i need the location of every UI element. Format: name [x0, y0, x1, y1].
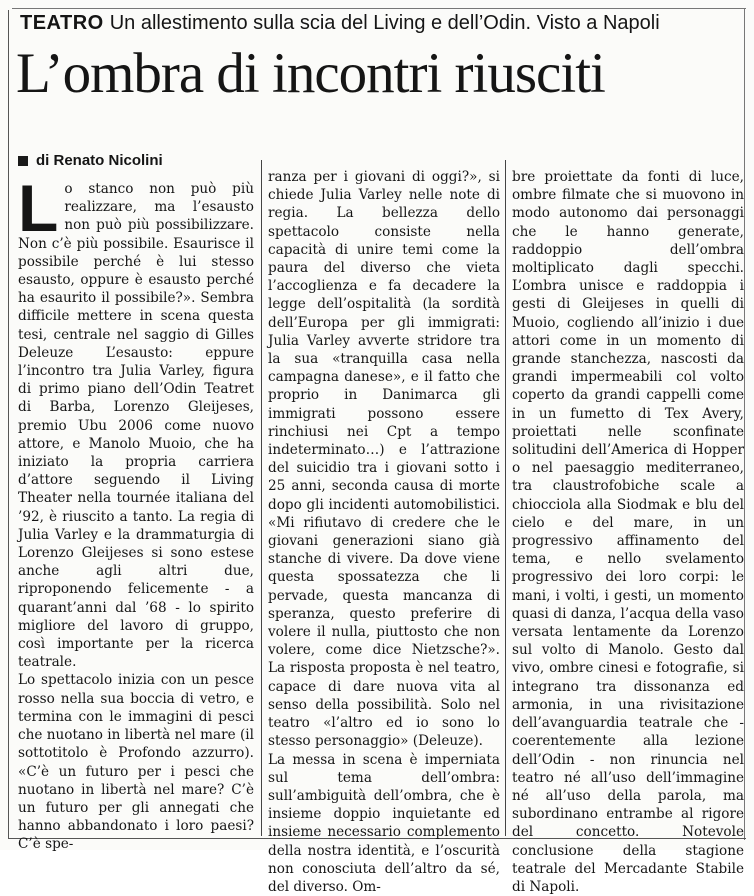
paragraph: ranza per i giovani di oggi?», si chiede Julia Varley nelle note di regia. La bellezza dello spettacolo consiste nella capacità di unire temi come la paura del diverso che vieta l’accoglienza e fa decadere la legge dell’ospitalità (la sordità dell’Europa per gli immigrati: Julia Varley avverte stridore tra la sua «tranquilla casa nella campagna danese», e il fatto che proprio in Danimarca gli immigrati possono essere rinchiusi nei Cpt a tempo indeterminato…) e l’attrazione del suicidio tra i giovani sotto i 25 anni, seconda causa di morte dopo gli incidenti automobilistici. «Mi rifiutavo di credere che le giovani generazioni siano già stanche di vivere. Da dove viene questa spossatezza che li pervade, questa mancanza di speranza, questo preferire di volere il nulla, piuttosto che non volere, come dice Nietzsche?». La risposta proposta è nel teatro, capace di dare nuova vita al senso della possibilità. Solo nel teatro «l’altro ed io sono lo stesso personaggio» (Deleuze). — [268, 168, 500, 751]
byline — [18, 150, 254, 172]
column-divider-1 — [261, 160, 262, 836]
right-border-rule — [744, 8, 745, 840]
header-rule — [12, 8, 746, 9]
body-column-1 — [18, 180, 254, 832]
paragraph: La messa in scena è imperniata sul tema dell’ombra: sull’ambiguità dell’ombra, che è insieme doppio inquietante ed insieme necessario complemento della nostra identità, e l’oscurità non conosciuta dell’altro da sé, del diverso. Om- — [268, 751, 500, 896]
paragraph — [18, 180, 254, 671]
paragraph: Lo spettacolo inizia con un pesce rosso nella sua boccia di vetro, e termina con le immagini di pesci che nuotano in libertà nel mare (il sottotitolo è Profondo azzurro). «C’è un futuro per i pesci che nuotano in libertà nel mare? C’è un futuro per gli annegati che hanno abbandonato i loro paesi? C’è spe- — [18, 671, 254, 853]
drop-cap: L — [18, 182, 58, 234]
column-divider-2 — [505, 160, 506, 836]
left-border-rule — [8, 10, 9, 838]
section-label: TEATRO — [20, 12, 104, 34]
headline: L’ombra di incontri riusciti — [16, 38, 748, 110]
body-column-3 — [512, 168, 744, 832]
body-column-2 — [268, 168, 500, 832]
byline-square-icon — [18, 156, 28, 166]
kicker — [20, 10, 748, 36]
paragraph-text: o stanco non può più realizzare, ma l’esausto non può più possibilizzare. Non c’è più possibile. Esaurisce il possibile perché è lui stesso esausto, oppure è esausto perché ha esaurito il possibile?». Sembra difficile mettere in scena questa tesi, centrale nel saggio di Gilles Deleuze L’esausto: eppure l’incontro tra Julia Varley, figura di primo piano dell’Odin Teatret di Barba, Lorenzo Gleijeses, premio Ubu 2006 come nuovo attore, e Manolo Muoio, che ha iniziato la propria carriera d’attore seguendo il Living Theater nella tournée italiana del ’92, è riuscito a tanto. La regia di Julia Varley e la drammaturgia di Lorenzo Gleijeses si sono estese anche agli altri due, riproponendo felicemente - a quarant’anni dal ’68 - lo spirito migliore del lavoro di gruppo, così importante per la ricerca teatrale. — [18, 181, 254, 670]
kicker-text: Un allestimento sulla scia del Living e dell’Odin. Visto a Napoli — [110, 12, 660, 34]
byline-text: di Renato Nicolini — [36, 152, 163, 169]
paragraph: bre proiettate da fonti di luce, ombre filmate che si muovono in modo autonomo dai personaggi che le hanno generate, raddoppio dell’ombra moltiplicato dagli specchi. L’ombra unisce e raddoppia i gesti di Gleijeses in quelli di Muoio, cogliendo all’inizio i due attori come in un momento di grande stanchezza, nascosti da grandi impermeabili col volto coperto da grandi cappelli come in un fumetto di Tex Avery, proiettati nelle sconfinate solitudini dell’America di Hopper o nel paesaggio mediterraneo, tra claustrofobiche scale a chiocciola alla Siodmak e blu del cielo e del mare, in un progressivo affinamento del tema, e nello svelamento progressivo dei loro corpi: le mani, i volti, i gesti, un momento quasi di danza, l’acqua della vaso versata lentamente da Lorenzo sul volto di Manolo. Gesto dal vivo, ombre cinesi e fotografie, si integrano tra dissonanza ed armonia, in una rivisitazione dell’avanguardia teatrale che - coerentemente alla lezione dell’Odin - non rinuncia nel teatro né all’uso dell’immagine né all’uso della parola, ma subordinano entrambe al rigore del concetto. Notevole conclusione della stagione teatrale del Mercadante Stabile di Napoli. — [512, 168, 744, 896]
